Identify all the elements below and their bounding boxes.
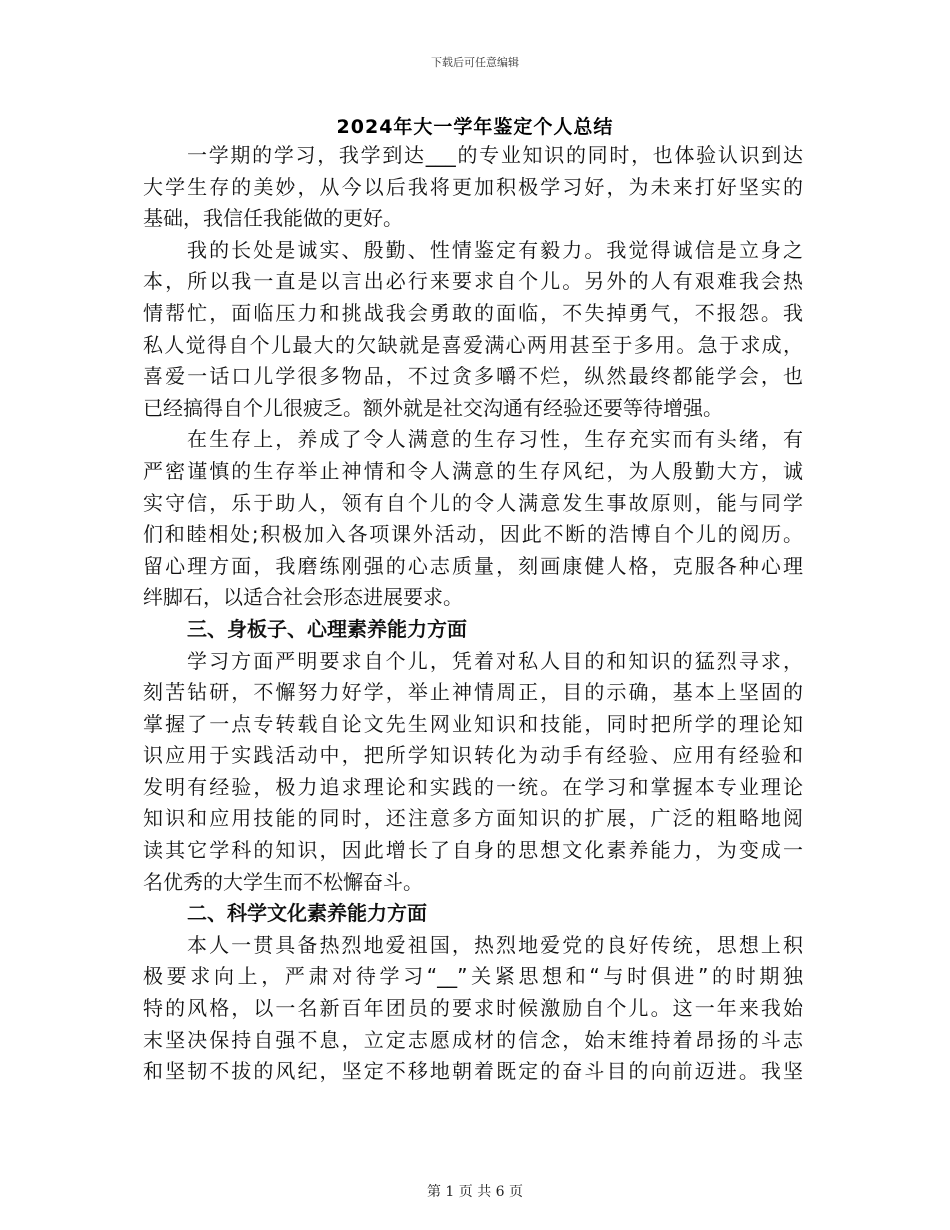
paragraph-line: 我的长处是诚实、殷勤、性情鉴定有毅力。我觉得诚信是立身之 xyxy=(187,237,803,262)
paragraph-line: 名优秀的大学生而不松懈奋斗。 xyxy=(143,869,423,894)
paragraph-line: 一学期的学习，我学到达___的专业知识的同时，也体验认识到达 xyxy=(187,143,803,167)
page-footer: 第 1 页 共 6 页 xyxy=(426,1184,524,1200)
paragraph-line: 绊脚石，以适合社会形态进展要求。 xyxy=(143,585,463,610)
paragraph-line: 极要求向上，严肃对待学习“__”关紧思想和“与时俱进”的时期独 xyxy=(143,964,803,989)
paragraph-line: 读其它学科的知识，因此增长了自身的思想文化素养能力，为变成一 xyxy=(143,838,803,863)
paragraph-line: 大学生存的美妙，从今以后我将更加积极学习好，为未来打好坚实的 xyxy=(143,174,803,199)
paragraph-line: 识应用于实践活动中，把所学知识转化为动手有经验、应用有经验和 xyxy=(143,743,803,768)
paragraph-line: 喜爱一话口儿学很多物品，不过贪多嚼不烂，纵然最终都能学会，也 xyxy=(143,364,803,389)
section-heading: 二、科学文化素养能力方面 xyxy=(187,901,427,926)
paragraph-line: 留心理方面，我磨练刚强的心志质量，刻画康健人格，克服各种心理 xyxy=(143,553,803,578)
paragraph-line: 特的风格，以一名新百年团员的要求时候激励自个儿。这一年来我始 xyxy=(143,996,803,1021)
paragraph-line: 情帮忙，面临压力和挑战我会勇敢的面临，不失掉勇气，不报怨。我 xyxy=(143,300,803,325)
paragraph-line: 基础，我信任我能做的更好。 xyxy=(143,206,403,231)
paragraph-line: 掌握了一点专转载自论文先生网业知识和技能，同时把所学的理论知 xyxy=(143,711,803,736)
paragraph-line: 发明有经验，极力追求理论和实践的一统。在学习和掌握本专业理论 xyxy=(143,774,803,799)
section-heading: 三、身板子、心理素养能力方面 xyxy=(187,616,467,641)
paragraph-line: 本人一贯具备热烈地爱祖国，热烈地爱党的良好传统，思想上积 xyxy=(187,932,803,957)
paragraph-line: 知识和应用技能的同时，还注意多方面知识的扩展，广泛的粗略地阅 xyxy=(143,806,803,831)
paragraph-line: 本，所以我一直是以言出必行来要求自个儿。另外的人有艰难我会热 xyxy=(143,269,803,294)
paragraph-line: 学习方面严明要求自个儿，凭着对私人目的和知识的猛烈寻求， xyxy=(187,648,803,673)
document-body xyxy=(143,140,803,1088)
paragraph-line: 私人觉得自个儿最大的欠缺就是喜爱满心两用甚至于多用。急于求成， xyxy=(143,332,803,357)
paragraph-line: 在生存上，养成了令人满意的生存习性，生存充实而有头绪，有 xyxy=(187,427,803,452)
paragraph-line: 们和睦相处;积极加入各项课外活动，因此不断的浩博自个儿的阅历。 xyxy=(143,522,803,547)
paragraph-line: 刻苦钻研，不懈努力好学，举止神情周正，目的示确，基本上坚固的 xyxy=(143,680,803,705)
paragraph-line: 已经搞得自个儿很疲乏。额外就是社交沟通有经验还要等待增强。 xyxy=(143,395,723,420)
page-header: 下载后可任意编辑 xyxy=(431,56,519,69)
paragraph-line: 严密谨慎的生存举止神情和令人满意的生存风纪，为人殷勤大方，诚 xyxy=(143,458,803,483)
paragraph-line: 末坚决保持自强不息，立定志愿成材的信念，始末维持着昂扬的斗志 xyxy=(143,1027,803,1052)
paragraph-line: 和坚韧不拔的风纪，坚定不移地朝着既定的奋斗目的向前迈进。我坚 xyxy=(143,1059,803,1084)
paragraph-line: 实守信，乐于助人，领有自个儿的令人满意发生事故原则，能与同学 xyxy=(143,490,803,515)
document-title: 2024年大一学年鉴定个人总结 xyxy=(336,116,614,138)
